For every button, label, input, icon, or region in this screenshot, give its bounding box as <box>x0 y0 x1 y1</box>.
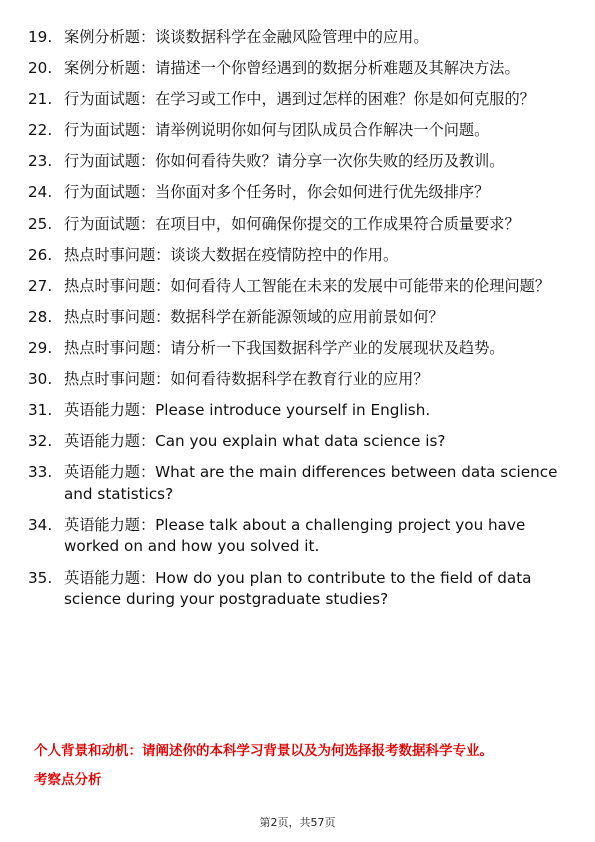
question-text: 英语能力题：Please introduce yourself in English. <box>64 401 431 420</box>
question-text: 案例分析题：谈谈数据科学在金融风险管理中的应用。 <box>64 28 429 46</box>
question-number: 19. <box>28 28 53 46</box>
question-item <box>28 120 568 142</box>
question-number: 30. <box>28 370 53 389</box>
question-number: 25. <box>28 214 53 233</box>
question-text: 热点时事问题：如何看待数据科学在教育行业的应用？ <box>64 370 429 389</box>
question-number: 31. <box>28 401 53 420</box>
question-text: 行为面试题：你如何看待失败？请分享一次你失败的经历及教训。 <box>64 152 505 171</box>
question-text: 英语能力题：Please talk about a challenging project you have worked on and how you solved it. <box>64 515 526 556</box>
question-text: 热点时事问题：谈谈大数据在疫情防控中的作用。 <box>64 245 399 264</box>
question-number: 29. <box>28 338 53 357</box>
question-item <box>28 307 568 329</box>
question-text: 热点时事问题：请分析一下我国数据科学产业的发展现状及趋势。 <box>64 338 505 357</box>
question-number: 22. <box>28 121 53 140</box>
question-number: 27. <box>28 276 53 295</box>
question-text: 英语能力题：How do you plan to contribute to the field of data science during your postgraduate studies? <box>64 568 532 608</box>
question-number: 33. <box>28 463 53 482</box>
question-text: 热点时事问题：数据科学在新能源领域的应用前景如何？ <box>64 307 444 326</box>
question-item <box>28 338 568 360</box>
question-item <box>28 182 568 204</box>
question-number: 28. <box>28 307 53 326</box>
question-text: 行为面试题：在项目中，如何确保你提交的工作成果符合质量要求？ <box>64 214 520 233</box>
question-text: 行为面试题：在学习或工作中，遇到过怎样的困难？你是如何克服的？ <box>64 90 535 109</box>
question-text: 行为面试题：当你面对多个任务时，你会如何进行优先级排序？ <box>64 183 490 202</box>
question-item <box>28 462 568 505</box>
question-number: 24. <box>28 183 53 202</box>
question-text: 英语能力题：What are the main differences between data science and statistics? <box>64 463 558 503</box>
question-number: 21. <box>28 90 53 109</box>
question-item <box>28 515 568 558</box>
question-item <box>28 245 568 267</box>
question-item <box>28 89 568 111</box>
question-item <box>28 276 568 298</box>
question-item <box>28 151 568 173</box>
question-item <box>28 568 568 611</box>
question-item <box>28 400 568 422</box>
question-number: 26. <box>28 245 53 264</box>
question-number: 23. <box>28 152 53 171</box>
question-text: 行为面试题：请举例说明你如何与团队成员合作解决一个问题。 <box>64 121 490 140</box>
question-number: 35. <box>28 568 53 587</box>
section-heading: 个人背景和动机：请阐述你的本科学习背景以及为何选择报考数据科学专业。 <box>34 743 493 759</box>
question-text: 案例分析题：请描述一个你曾经遇到的数据分析难题及其解决方法。 <box>64 59 520 78</box>
question-number: 34. <box>28 515 53 534</box>
question-item <box>28 431 568 453</box>
question-item <box>28 58 568 80</box>
question-list <box>28 27 568 620</box>
page-footer: 第2页，共57页 <box>259 816 336 829</box>
question-item <box>28 369 568 391</box>
question-item <box>28 214 568 236</box>
question-text: 英语能力题：Can you explain what data science is? <box>64 432 446 451</box>
question-number: 32. <box>28 432 53 451</box>
question-text: 热点时事问题：如何看待人工智能在未来的发展中可能带来的伦理问题？ <box>64 276 550 295</box>
question-item <box>28 27 568 49</box>
question-number: 20. <box>28 59 53 78</box>
section-subheading: 考察点分析 <box>34 772 102 788</box>
